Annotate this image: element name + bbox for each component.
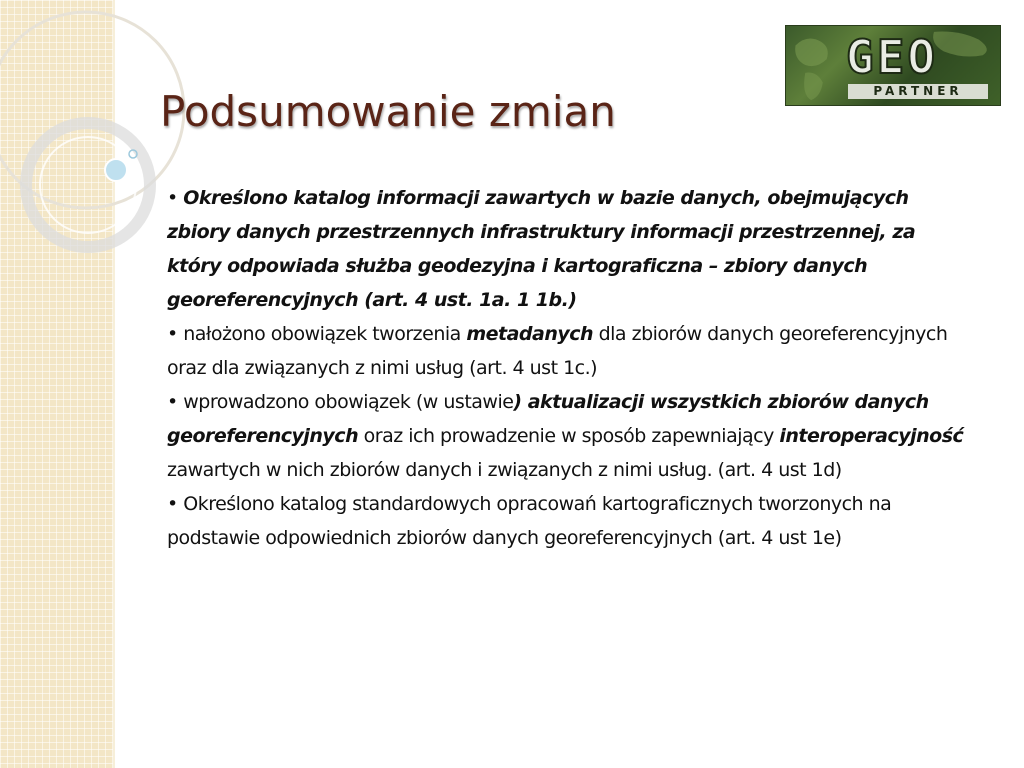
logo-sub-text: PARTNER	[848, 84, 988, 99]
bullet-emphasis-text: ) aktualizacji wszystkich zbiorów danych georeferencyjnych	[167, 391, 929, 447]
inner-ring	[40, 137, 136, 233]
bullet-emphasis-text: Określono katalog informacji zawartych w bazie danych, obejmujących zbiory danych przestrzennych infrastruktury informacji przestrzennej, za który odpowiada służba geodezyjna i kartograficzna – zbiory danych georeferencyjnych (art. 4 ust. 1a. 1 1b.)	[167, 187, 916, 311]
bullet-item	[167, 385, 967, 487]
bullet-text: dla zbiorów danych georeferencyjnych oraz dla związanych z nimi usług (art. 4 ust 1c.)	[167, 323, 948, 379]
bullet-item	[167, 181, 967, 317]
blue-dot	[105, 159, 127, 181]
slide-title: Podsumowanie zmian	[160, 87, 616, 136]
bullet-text: oraz ich prowadzenie w sposób zapewniający	[358, 425, 780, 447]
geo-partner-logo	[785, 25, 1001, 106]
bullet-text: • nałożono obowiązek tworzenia	[167, 323, 467, 345]
bullet-emphasis-text: interoperacyjność	[779, 425, 964, 447]
bullet-marker: •	[167, 187, 184, 209]
bullet-item	[167, 487, 967, 555]
bullet-item	[167, 317, 967, 385]
thick-ring	[26, 123, 150, 247]
logo-brand-text: GEO	[846, 30, 939, 84]
bullet-list	[167, 181, 967, 555]
bullet-text: • wprowadzono obowiązek (w ustawie	[167, 391, 514, 413]
bullet-text: • Określono katalog standardowych opracowań kartograficznych tworzonych na podstawie odpowiednich zbiorów danych georeferencyjnych (art. 4 ust 1e)	[167, 493, 892, 549]
bullet-text: zawartych w nich zbiorów danych i związanych z nimi usług. (art. 4 ust 1d)	[167, 459, 842, 481]
bullet-emphasis-text: metadanych	[466, 323, 594, 345]
